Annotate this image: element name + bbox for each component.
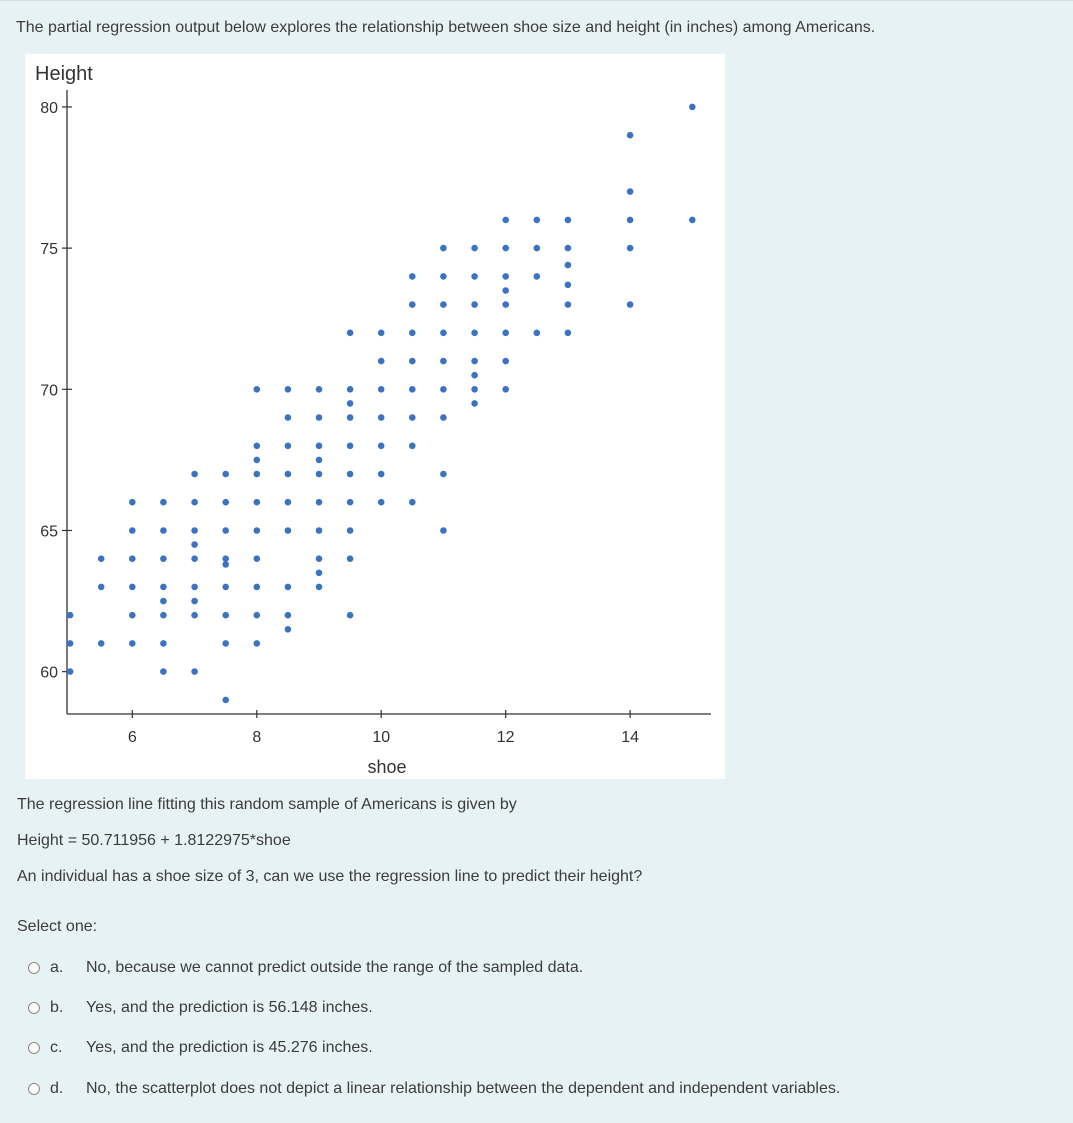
data-point <box>502 217 509 224</box>
data-point <box>440 245 447 252</box>
data-point <box>129 584 136 591</box>
data-point <box>347 555 354 562</box>
data-point <box>440 471 447 478</box>
y-tick-label: 70 <box>40 382 58 400</box>
data-point <box>689 104 696 111</box>
data-point <box>160 612 167 619</box>
data-point <box>409 301 416 308</box>
option-d-text: No, the scatterplot does not depict a linear relationship between the dependent and independent variables. <box>86 1080 841 1097</box>
data-point <box>254 386 261 393</box>
data-point <box>129 527 136 534</box>
data-point <box>191 598 198 605</box>
data-point <box>347 612 354 619</box>
data-point <box>316 570 323 577</box>
data-point <box>160 640 167 647</box>
data-point <box>378 358 385 365</box>
data-point <box>471 301 478 308</box>
data-point <box>471 372 478 379</box>
x-tick-label: 12 <box>496 729 515 746</box>
data-point <box>254 499 261 506</box>
data-point <box>627 217 634 224</box>
data-point <box>627 188 634 195</box>
data-point <box>316 527 323 534</box>
data-point <box>285 386 292 393</box>
data-point <box>316 443 323 450</box>
data-point <box>254 640 261 647</box>
data-point <box>129 612 136 619</box>
scatter-plot <box>25 54 725 779</box>
data-point <box>534 330 541 337</box>
radio-option-b[interactable] <box>28 1002 40 1014</box>
data-point <box>565 282 572 289</box>
data-point <box>534 245 541 252</box>
option-c[interactable] <box>28 1036 373 1060</box>
data-point <box>627 132 634 139</box>
data-point <box>191 668 198 675</box>
data-point <box>347 471 354 478</box>
data-point <box>222 612 229 619</box>
data-point <box>627 301 634 308</box>
data-point <box>502 245 509 252</box>
data-point <box>160 527 167 534</box>
data-point <box>222 584 229 591</box>
data-point <box>378 499 385 506</box>
data-point <box>316 457 323 464</box>
x-axis-label: shoe <box>367 757 407 777</box>
data-point <box>440 330 447 337</box>
regression-intro-text: The regression line fitting this random sample of Americans is given by <box>17 796 517 813</box>
data-point <box>191 527 198 534</box>
data-point <box>316 499 323 506</box>
data-point <box>440 301 447 308</box>
data-point <box>440 414 447 421</box>
data-point <box>689 217 696 224</box>
data-point <box>409 443 416 450</box>
y-tick-label: 65 <box>40 523 58 541</box>
option-a[interactable] <box>28 956 583 980</box>
data-point <box>129 555 136 562</box>
data-point <box>191 471 198 478</box>
data-point <box>471 386 478 393</box>
x-tick-label: 14 <box>621 729 640 746</box>
data-point <box>98 584 105 591</box>
data-point <box>222 499 229 506</box>
data-point <box>347 330 354 337</box>
data-point <box>502 330 509 337</box>
data-point <box>565 245 572 252</box>
data-point <box>378 386 385 393</box>
data-point <box>191 541 198 548</box>
option-b-text: Yes, and the prediction is 56.148 inches. <box>86 999 373 1016</box>
data-point <box>565 262 572 269</box>
data-point <box>285 527 292 534</box>
data-point <box>440 527 447 534</box>
data-point <box>409 386 416 393</box>
data-point <box>160 668 167 675</box>
option-c-text: Yes, and the prediction is 45.276 inches. <box>86 1039 373 1056</box>
data-point <box>98 640 105 647</box>
data-point <box>316 555 323 562</box>
data-point <box>285 471 292 478</box>
scatter-plot-svg <box>25 54 725 779</box>
data-point <box>254 443 261 450</box>
option-a-text: No, because we cannot predict outside the range of the sampled data. <box>86 959 584 976</box>
data-point <box>254 584 261 591</box>
option-d-letter: d. <box>50 1080 64 1097</box>
data-point <box>160 555 167 562</box>
data-point <box>254 527 261 534</box>
data-point <box>191 612 198 619</box>
data-point <box>409 499 416 506</box>
data-point <box>160 499 167 506</box>
data-point <box>160 598 167 605</box>
x-tick-label: 8 <box>252 729 262 746</box>
data-point <box>67 612 74 619</box>
data-point <box>285 612 292 619</box>
data-point <box>67 640 74 647</box>
data-point <box>502 273 509 280</box>
data-point <box>502 301 509 308</box>
data-point <box>347 400 354 407</box>
data-point <box>254 612 261 619</box>
data-point <box>471 273 478 280</box>
data-point <box>98 555 105 562</box>
data-point <box>191 584 198 591</box>
data-point <box>222 555 229 562</box>
data-point <box>502 386 509 393</box>
radio-option-c[interactable] <box>28 1042 40 1054</box>
data-point <box>409 358 416 365</box>
data-point <box>347 499 354 506</box>
data-point <box>222 561 229 568</box>
data-point <box>254 555 261 562</box>
data-point <box>502 287 509 294</box>
y-tick-label: 80 <box>40 99 58 117</box>
option-b[interactable] <box>28 996 373 1020</box>
data-point <box>191 555 198 562</box>
data-point <box>222 527 229 534</box>
x-tick-label: 6 <box>127 729 137 746</box>
data-point <box>471 358 478 365</box>
data-point <box>440 273 447 280</box>
data-point <box>316 386 323 393</box>
data-point <box>129 640 136 647</box>
data-point <box>440 386 447 393</box>
data-point <box>316 584 323 591</box>
y-tick-label: 75 <box>40 241 58 259</box>
data-point <box>222 640 229 647</box>
data-point <box>129 499 136 506</box>
data-point <box>222 697 229 704</box>
data-point <box>471 245 478 252</box>
radio-option-d[interactable] <box>28 1083 40 1095</box>
data-point <box>378 471 385 478</box>
data-point <box>409 414 416 421</box>
option-d[interactable] <box>28 1077 840 1101</box>
data-point <box>534 217 541 224</box>
data-point <box>471 400 478 407</box>
data-point <box>285 584 292 591</box>
question-intro: The partial regression output below explores the relationship between shoe size and height (in inches) among Americans. <box>16 19 876 36</box>
data-point <box>285 443 292 450</box>
data-point <box>222 471 229 478</box>
data-point <box>409 330 416 337</box>
question-prompt: An individual has a shoe size of 3, can we use the regression line to predict their height? <box>17 868 643 885</box>
data-point <box>347 527 354 534</box>
data-point <box>565 330 572 337</box>
data-point <box>316 471 323 478</box>
data-point <box>471 330 478 337</box>
x-tick-label: 10 <box>372 729 391 746</box>
select-one-label: Select one: <box>17 918 98 935</box>
option-c-letter: c. <box>50 1039 63 1056</box>
data-point <box>409 273 416 280</box>
y-axis-label: Height <box>35 63 93 85</box>
data-point <box>285 626 292 633</box>
data-point <box>378 414 385 421</box>
data-point <box>565 217 572 224</box>
option-b-letter: b. <box>50 999 64 1016</box>
option-a-letter: a. <box>50 959 64 976</box>
data-point <box>254 471 261 478</box>
data-point <box>191 499 198 506</box>
data-point <box>285 414 292 421</box>
data-point <box>534 273 541 280</box>
data-point <box>316 414 323 421</box>
data-point <box>254 457 261 464</box>
data-point <box>160 584 167 591</box>
regression-equation: Height = 50.711956 + 1.8122975*shoe <box>17 832 291 849</box>
data-point <box>378 330 385 337</box>
data-point <box>627 245 634 252</box>
data-point <box>67 668 74 675</box>
data-point <box>347 414 354 421</box>
data-point <box>378 443 385 450</box>
data-point <box>285 499 292 506</box>
radio-option-a[interactable] <box>28 962 40 974</box>
y-tick-label: 60 <box>40 664 58 682</box>
data-point <box>347 386 354 393</box>
data-point <box>565 301 572 308</box>
data-point <box>502 358 509 365</box>
data-point <box>347 443 354 450</box>
data-point <box>440 358 447 365</box>
